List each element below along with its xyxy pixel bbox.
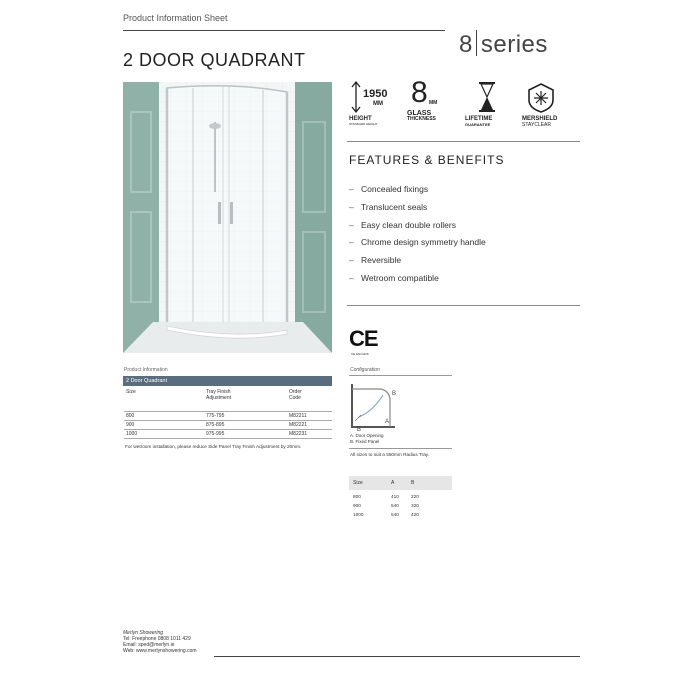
series-divider <box>476 30 477 56</box>
series-word: series <box>480 31 548 58</box>
a-cell: 540 <box>391 512 399 517</box>
configuration-rule-2 <box>349 448 452 449</box>
feature-item: – Reversible <box>349 255 402 266</box>
header-tray: Tray Finish Adjustment <box>206 389 232 401</box>
size-cell: 900 <box>353 503 361 508</box>
b-cell: 220 <box>411 494 419 499</box>
feature-item: – Wetroom compatible <box>349 272 439 283</box>
height-unit: MM <box>373 101 383 107</box>
configuration-rule <box>349 375 452 376</box>
diagram-a: A <box>385 419 390 425</box>
b-col: B <box>411 480 415 486</box>
table-divider <box>124 429 332 430</box>
size-table <box>349 494 452 524</box>
lifetime-spec <box>465 80 515 130</box>
feature-item: – Chrome design symmetry handle <box>349 237 486 248</box>
feature-item: – Translucent seals <box>349 201 428 212</box>
size-table-header <box>349 476 452 490</box>
features-title: FEATURES & BENEFITS <box>349 153 505 167</box>
key-fixed-panel: B. Fixed Panel <box>350 439 380 444</box>
footer-phone: Tel: Freephone 0808 1011 429 <box>123 636 191 642</box>
height-label: HEIGHT <box>349 116 372 122</box>
header-size: Size <box>126 389 136 395</box>
table-divider <box>124 438 332 439</box>
feature-item: – Concealed fixings <box>349 184 429 194</box>
a-col: A <box>391 480 395 486</box>
glass-value: 8 <box>411 76 428 109</box>
ce-code: CE EN14428 <box>351 352 369 356</box>
height-value: 1950 <box>363 88 388 100</box>
product-info-label: Product Information <box>124 367 168 373</box>
b-cell: 320 <box>411 503 419 508</box>
height-sublabel: STANDARD HEIGHT <box>349 122 378 126</box>
page-title: 2 DOOR QUADRANT <box>123 50 306 70</box>
mershield-sublabel: STAYCLEAR <box>522 122 551 128</box>
product-photo <box>123 82 332 353</box>
diagram-b-bottom: B <box>357 427 362 431</box>
footer-company: Merlyn Showering <box>123 630 164 636</box>
footer-email[interactable]: Email: sped@merlyn.ie <box>123 642 175 648</box>
table-header <box>124 389 332 405</box>
product-info-bar <box>123 376 332 386</box>
lifetime-sublabel: GUARANTEE <box>465 122 491 127</box>
key-door-opening: A. Door Opening <box>350 433 384 438</box>
shower-enclosure-image <box>123 82 332 353</box>
features-rule <box>347 305 580 306</box>
diagram-b-top: B <box>392 391 397 397</box>
header-order: Order Code <box>289 389 302 401</box>
mershield-spec <box>522 80 572 130</box>
shield-icon <box>522 80 572 114</box>
features-list <box>349 184 486 291</box>
product-info-bar-title: 2 Door Quadrant <box>126 378 167 384</box>
series-number: 8 <box>459 31 473 58</box>
glass-label: GLASS <box>407 110 432 117</box>
table-divider <box>124 420 332 421</box>
hourglass-icon <box>465 80 515 114</box>
footer-web[interactable]: Web: www.merlynshowering.com <box>123 648 197 654</box>
glass-unit: MM <box>429 100 438 106</box>
a-cell: 410 <box>391 494 399 499</box>
b-cell: 420 <box>411 512 419 517</box>
spec-icons <box>347 76 579 132</box>
glass-spec <box>407 76 457 130</box>
series-logo <box>459 30 548 59</box>
wetroom-note: For wetroom installation, please reduce Side Panel Tray Finish Adjustment by 20mm. <box>125 444 302 449</box>
sheet-label: Product Information Sheet <box>123 13 228 23</box>
feature-item: – Easy clean double rollers <box>349 219 456 230</box>
size-cell: 1000 <box>353 512 364 517</box>
ce-mark: CE <box>349 326 378 351</box>
configuration-label: Configuration <box>350 367 380 373</box>
footer-rule <box>214 656 580 657</box>
quadrant-plan-icon <box>349 381 405 431</box>
lifetime-label: LIFETIME <box>465 116 493 122</box>
size-col: Size <box>353 480 363 486</box>
tray-note: All sizes to suit a 550mm Radius Tray. <box>350 452 430 457</box>
a-cell: 540 <box>391 503 399 508</box>
icons-rule <box>347 141 580 142</box>
header-rule <box>123 30 445 31</box>
height-spec <box>347 80 397 130</box>
mershield-label: MERSHIELD <box>522 116 558 122</box>
glass-sublabel: THICKNESS <box>407 116 436 122</box>
table-divider <box>124 411 332 412</box>
size-cell: 800 <box>353 494 361 499</box>
footer-contact <box>123 630 197 654</box>
configuration-diagram <box>349 381 405 431</box>
